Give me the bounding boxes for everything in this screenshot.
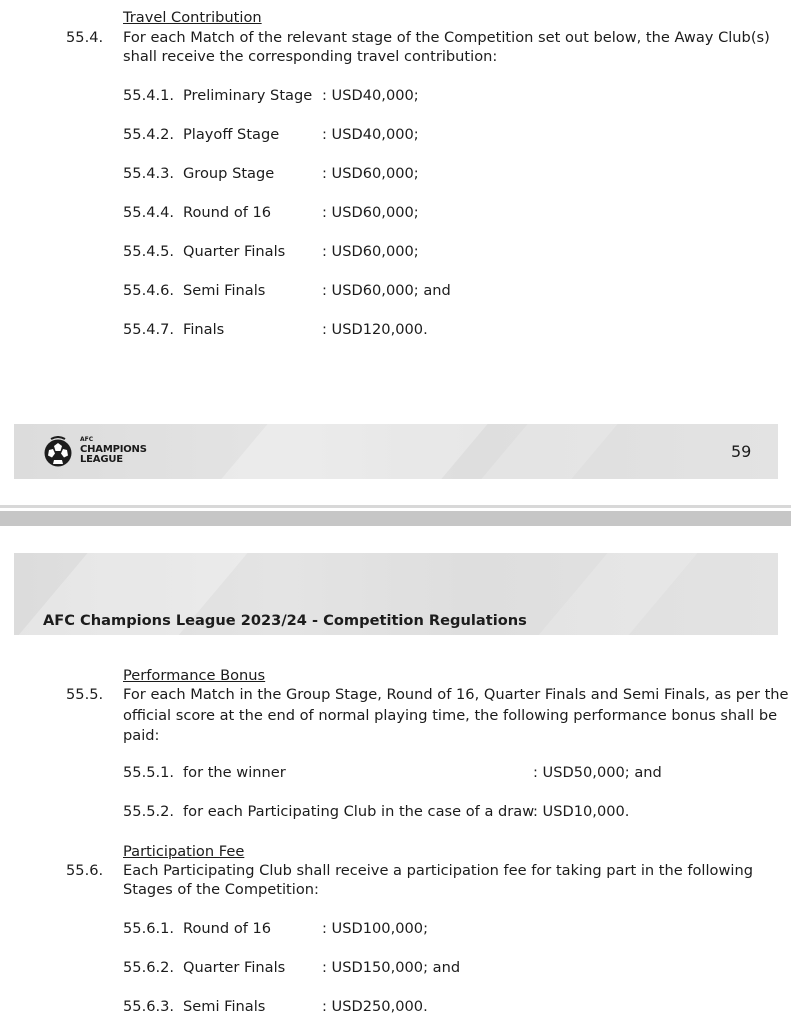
- item-value: : USD60,000; and: [322, 282, 451, 299]
- clause-number: 55.5.: [66, 686, 104, 703]
- participation-fee-heading: Participation Fee: [123, 843, 245, 860]
- item-number: 55.6.3.: [123, 998, 175, 1015]
- logo-champions-text: CHAMPIONS: [80, 444, 147, 455]
- clause-text-line: paid:: [123, 727, 160, 744]
- item-label: for the winner: [183, 764, 286, 781]
- item-number: 55.4.3.: [123, 165, 175, 182]
- item-number: 55.6.2.: [123, 959, 175, 976]
- item-number: 55.4.5.: [123, 243, 175, 260]
- clause-text-line: For each Match of the relevant stage of the Competition set out below, the Away Club(s): [123, 29, 770, 46]
- item-value: : USD60,000;: [322, 243, 419, 260]
- item-label: Group Stage: [183, 165, 275, 182]
- page-number: 59: [731, 442, 752, 461]
- item-label: Semi Finals: [183, 282, 266, 299]
- item-number: 55.5.1.: [123, 764, 175, 781]
- logo-afc-text: AFC: [80, 436, 94, 443]
- item-value: : USD10,000.: [533, 803, 630, 820]
- item-number: 55.4.6.: [123, 282, 175, 299]
- performance-bonus-heading: Performance Bonus: [123, 667, 266, 684]
- item-label: Finals: [183, 321, 225, 338]
- item-value: : USD120,000.: [322, 321, 428, 338]
- item-label: Preliminary Stage: [183, 87, 313, 104]
- ball-emblem-icon: [42, 436, 74, 468]
- item-label: for each Participating Club in the case of a draw: [183, 803, 535, 820]
- page-separator: [0, 511, 791, 526]
- item-number: 55.4.1.: [123, 87, 175, 104]
- clause-number: 55.6.: [66, 862, 104, 879]
- item-label: Semi Finals: [183, 998, 266, 1015]
- item-value: : USD40,000;: [322, 126, 419, 143]
- logo-league-text: LEAGUE: [80, 454, 123, 465]
- clause-text-line: official score at the end of normal playing time, the following performance bonus shall be: [123, 707, 778, 724]
- item-label: Round of 16: [183, 920, 272, 937]
- travel-contribution-heading: Travel Contribution: [123, 9, 262, 26]
- item-label: Round of 16: [183, 204, 272, 221]
- item-value: : USD250,000.: [322, 998, 428, 1015]
- item-number: 55.4.7.: [123, 321, 175, 338]
- item-value: : USD150,000; and: [322, 959, 461, 976]
- item-number: 55.4.2.: [123, 126, 175, 143]
- item-value: : USD100,000;: [322, 920, 429, 937]
- item-label: Quarter Finals: [183, 959, 286, 976]
- item-number: 55.4.4.: [123, 204, 175, 221]
- clause-text-line: For each Match in the Group Stage, Round of 16, Quarter Finals and Semi Finals, as per the: [123, 686, 789, 703]
- item-label: Playoff Stage: [183, 126, 280, 143]
- item-number: 55.5.2.: [123, 803, 175, 820]
- page-separator-top: [0, 505, 791, 508]
- clause-text-line: Stages of the Competition:: [123, 881, 319, 898]
- item-value: : USD50,000; and: [533, 764, 662, 781]
- afc-champions-league-logo: [42, 436, 152, 468]
- item-label: Quarter Finals: [183, 243, 286, 260]
- item-number: 55.6.1.: [123, 920, 175, 937]
- document-title: AFC Champions League 2023/24 - Competition Regulations: [43, 612, 527, 629]
- item-value: : USD60,000;: [322, 204, 419, 221]
- item-value: : USD60,000;: [322, 165, 419, 182]
- item-value: : USD40,000;: [322, 87, 419, 104]
- clause-number: 55.4.: [66, 29, 104, 46]
- clause-text-line: shall receive the corresponding travel contribution:: [123, 48, 498, 65]
- clause-text-line: Each Participating Club shall receive a participation fee for taking part in the following: [123, 862, 753, 879]
